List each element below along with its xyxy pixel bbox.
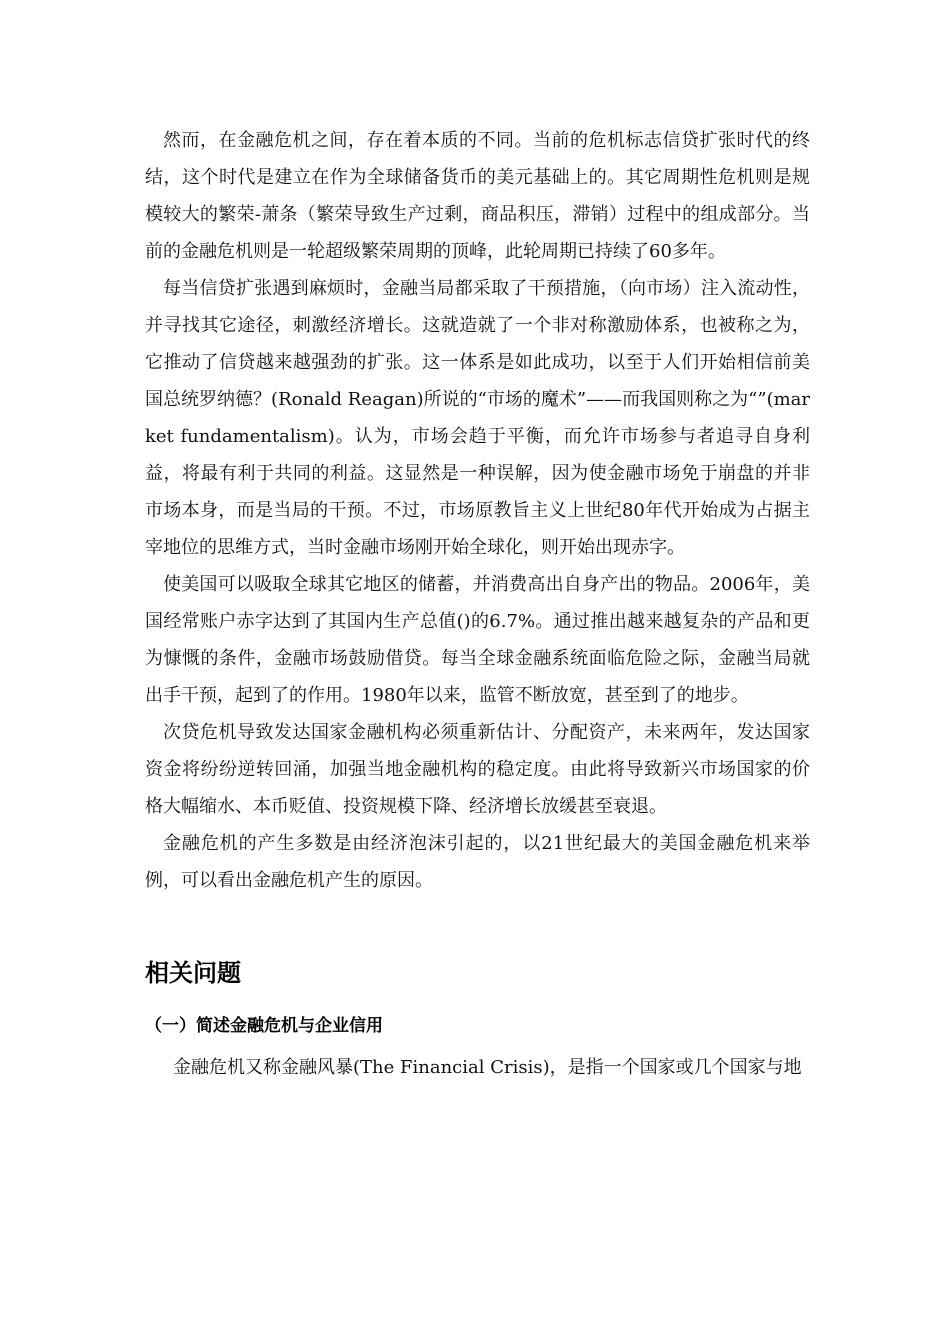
section-heading: 相关问题 — [145, 959, 241, 987]
document-page — [145, 122, 810, 1086]
paragraph-2: 每当信贷扩张遇到麻烦时，金融当局都采取了干预措施，（向市场）注入流动性，并寻找其它途径，刺激经济增长。这就造就了一个非对称激励体系，也被称之为，它推动了信贷越来越强劲的扩张。这一体系是如此成功，以至于人们开始相信前美国总统罗纳德？(Ronald Reagan)所说的“市场的魔术”——而我国则称之为“”(market fundamentalism)。认为，市场会趋于平衡，而允许市场参与者追寻自身利益，将最有利于共同的利益。这显然是一种误解，因为使金融市场免于崩盘的并非市场本身，而是当局的干预。不过，市场原教旨主义上世纪80年代开始成为占据主宰地位的思维方式，当时金融市场刚开始全球化，则开始出现赤字。 — [145, 278, 810, 558]
subsection-heading: （一）简述金融危机与企业信用 — [145, 1016, 383, 1036]
paragraph-3: 使美国可以吸取全球其它地区的储蓄，并消费高出自身产出的物品。2006年，美国经常账户赤字达到了其国内生产总值()的6.7%。通过推出越来越复杂的产品和更为慷慨的条件，金融市场鼓励借贷。每当全球金融系统面临危险之际，金融当局就出手干预，起到了的作用。1980年以来，监管不断放宽，甚至到了的地步。 — [145, 574, 810, 706]
paragraph-1: 然而，在金融危机之间，存在着本质的不同。当前的危机标志信贷扩张时代的终结，这个时代是建立在作为全球储备货币的美元基础上的。其它周期性危机则是规模较大的繁荣-萧条（繁荣导致生产过剩，商品积压，滞销）过程中的组成部分。当前的金融危机则是一轮超级繁荣周期的顶峰，此轮周期已持续了60多年。 — [145, 130, 810, 262]
paragraph-5: 金融危机的产生多数是由经济泡沫引起的，以21世纪最大的美国金融危机来举例，可以看出金融危机产生的原因。 — [145, 833, 810, 891]
paragraph-4: 次贷危机导致发达国家金融机构必须重新估计、分配资产，未来两年，发达国家资金将纷纷逆转回涌，加强当地金融机构的稳定度。由此将导致新兴市场国家的价格大幅缩水、本币贬值、投资规模下降、经济增长放缓甚至衰退。 — [145, 722, 810, 817]
paragraph-6: 金融危机又称金融风暴(The Financial Crisis)，是指一个国家或几个国家与地 — [173, 1057, 802, 1078]
